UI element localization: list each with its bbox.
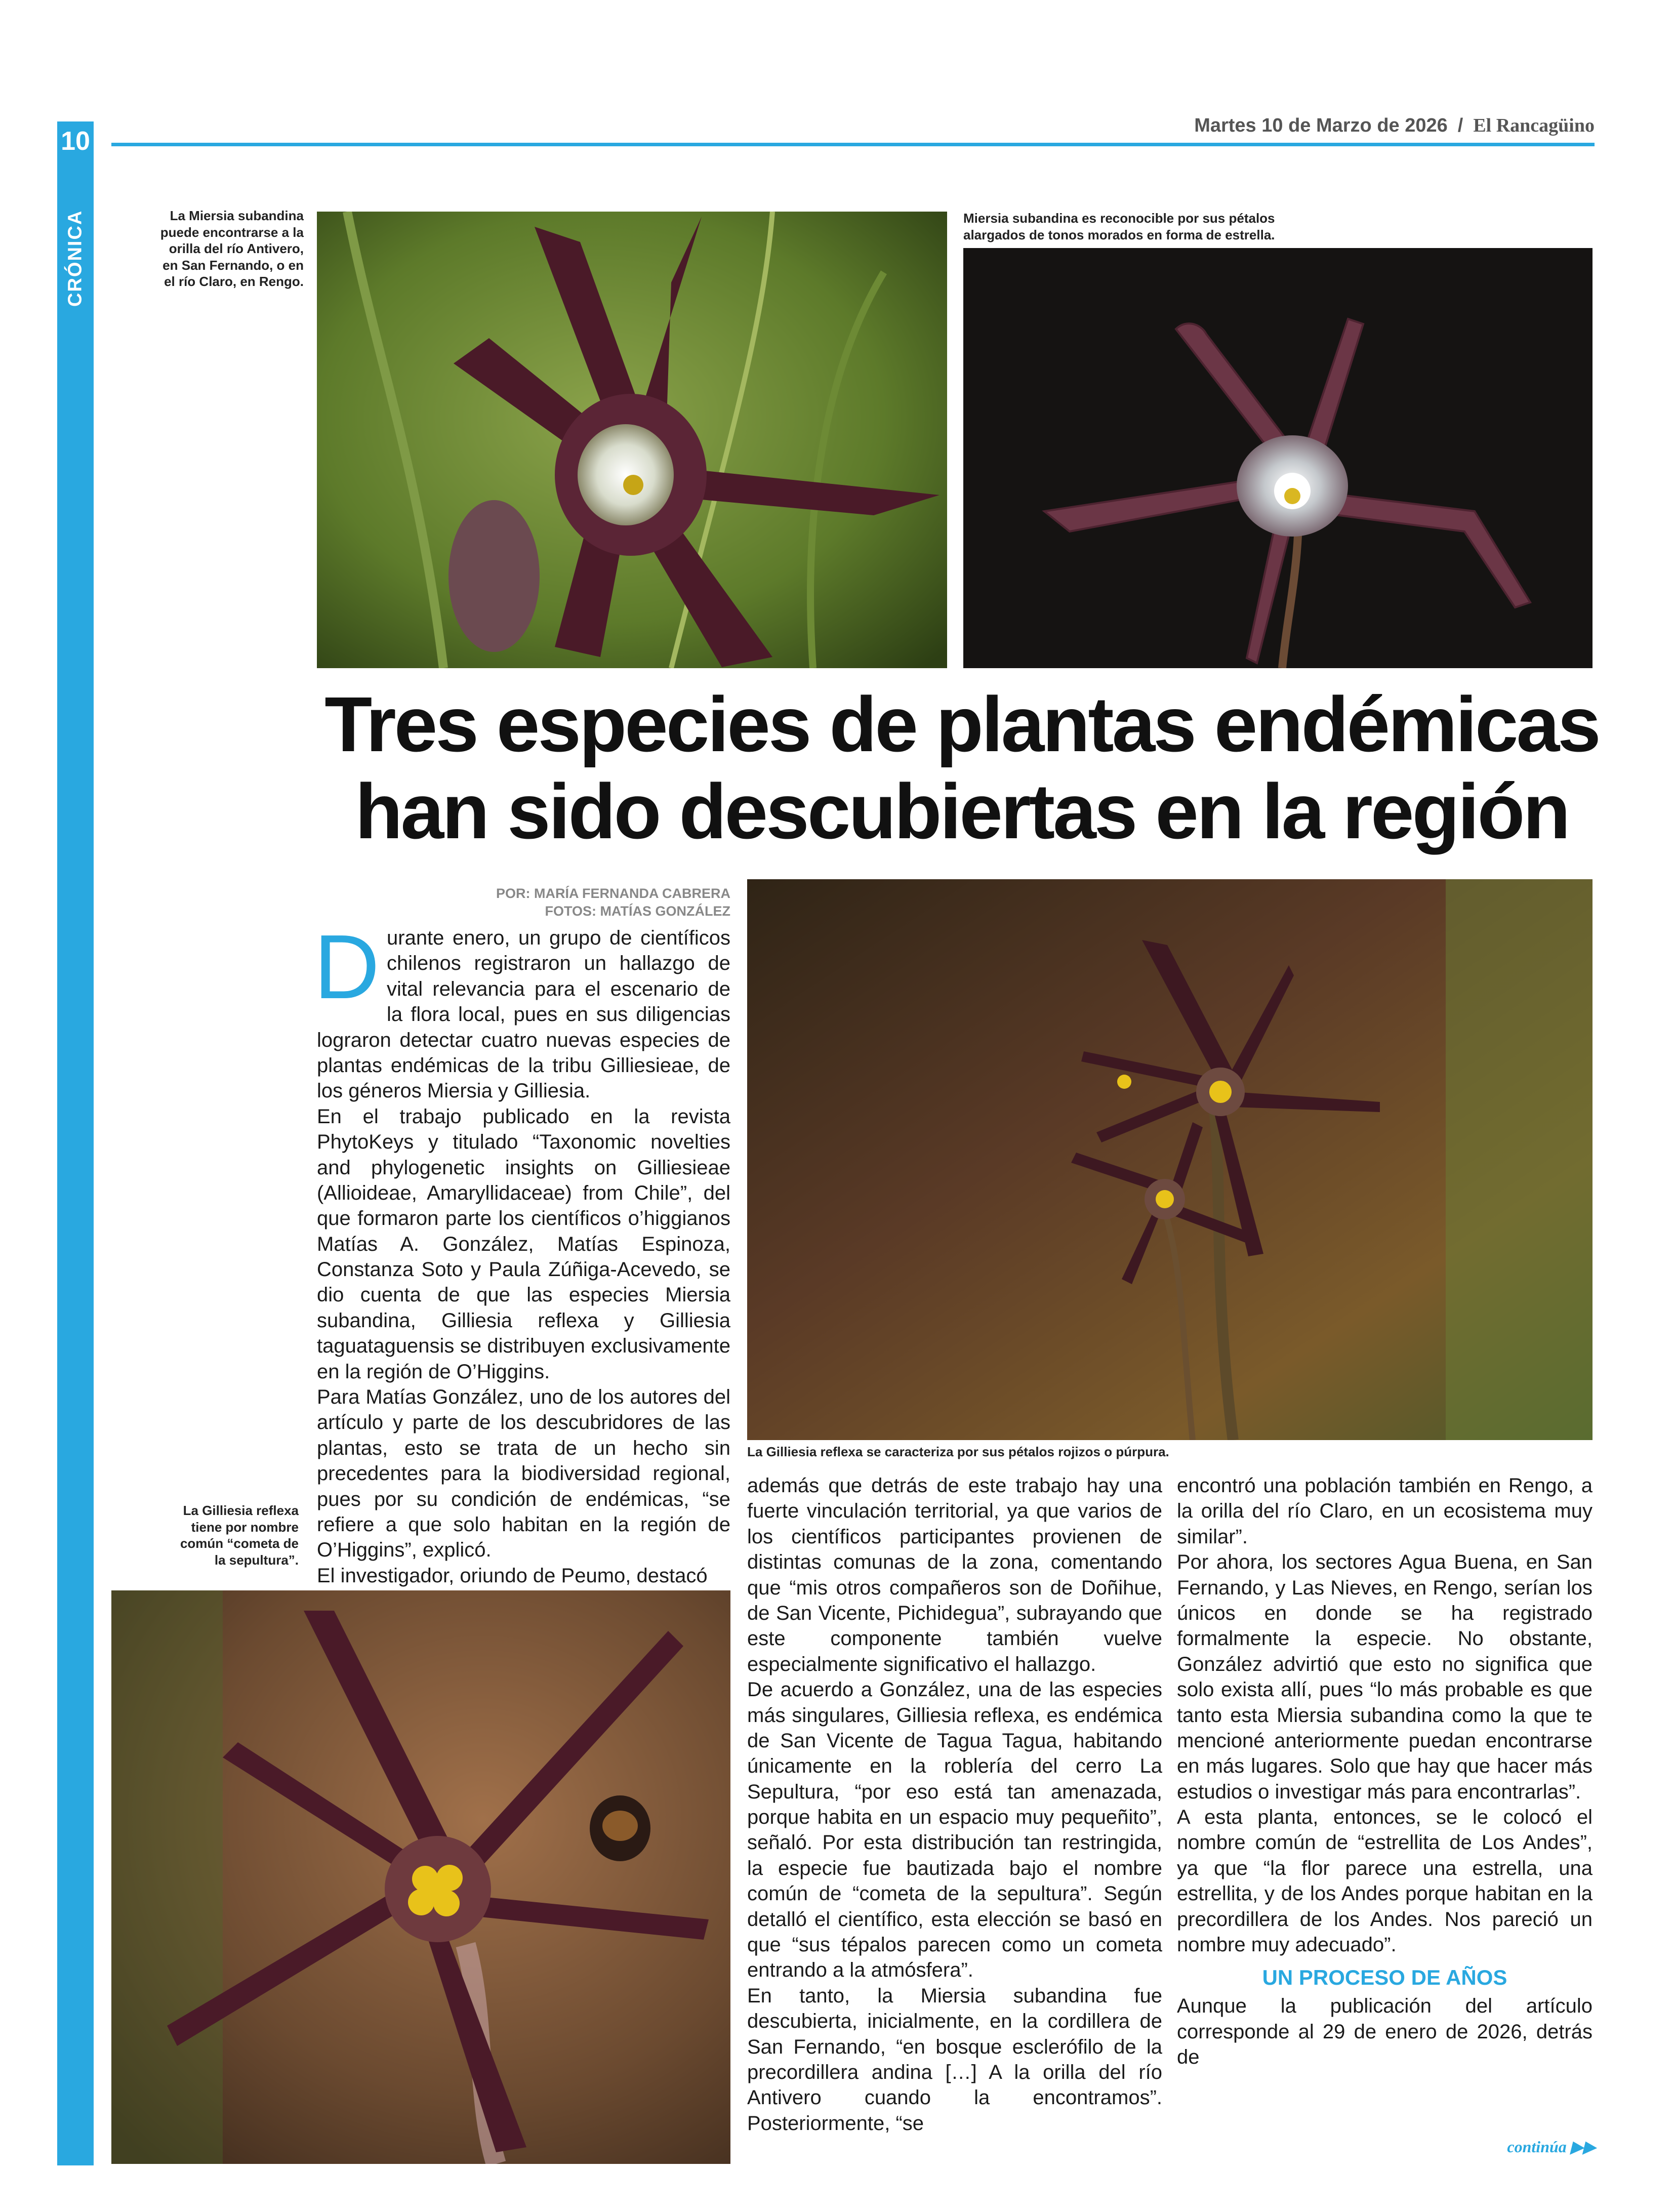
paragraph: Durante enero, un grupo de científicos chilenos registraron un hallazgo de vital relevancia para el escenario de la flora local, pues en sus diligencias lograron detectar cuatro nuevas especies de plantas endémicas de la tribu Gilliesieae, de los géneros Miersia y Gilliesia. (314, 916, 730, 1102)
byline-photos: FOTOS: MATÍAS GONZÁLEZ (545, 904, 730, 919)
header-rule (111, 143, 1595, 146)
caption-top-right: Miersia subandina es reconocible por sus pétalos alargados de tonos morados en forma de estrella. (963, 211, 1275, 242)
photo-gilliesia-stem (747, 879, 1593, 1440)
paragraph: además que detrás de este trabajo hay una fuerte vinculación territorial, ya que varios de los científicos participantes provienen de distintas comunas de la zona, comentando que “mis otros compañeros son de Doñihue, de San Vicente, Pichidegua”, subrayando que este componente también vuelve especialmente significativo el hallazgo. (747, 1474, 1162, 1675)
section-label: CRÓNICA (64, 210, 86, 307)
headline (314, 681, 1610, 855)
byline (314, 885, 730, 920)
dateline-separator: / (1457, 115, 1463, 136)
miersia-dark-image (963, 248, 1593, 668)
subheading: UN PROCESO DE AÑOS (1262, 1965, 1507, 1990)
caption-middle: La Gilliesia reflexa se caracteriza por sus pétalos rojizos o púrpura. (747, 1444, 1169, 1459)
section-sidebar (57, 161, 94, 2165)
continues-label: continúa (1507, 2138, 1567, 2156)
continues-link[interactable] (1507, 2137, 1596, 2156)
paragraph: Para Matías González, uno de los autores del artículo y parte de los descubridores de las plantas, esto se trata de un hecho sin precedentes para la biodiversidad regional, pues por su condición de endémicas, “se refiere a que solo habitan en la región de O’Higgins”, explicó. (317, 1386, 730, 1562)
gilliesia-stem-image (747, 879, 1593, 1440)
article-column-1 (314, 916, 730, 1588)
paragraph: De acuerdo a González, una de las especies más singulares, Gilliesia reflexa, es endémica de San Vicente de Tagua Tagua, habitando únicamente en la roblería del cerro La Sepultura, “por eso está tan amenazada, porque habita en un espacio muy pequeñito”, señaló. Por esta distribución tan restringida, la especie fue bautizada bajo el nombre común de “cometa de la sepultura”. Según detalló el científico, esta elección se basó en que “sus tépalos parecen como un cometa entrando a la atmósfera”. (747, 1678, 1162, 1982)
paragraph: Por ahora, los sectores Agua Buena, en San Fernando, y Las Nieves, en Rengo, serían los únicos en donde se ha registrado formalmente la especie. No obstante, González advirtió que esto no significa que solo exista allí, pues “lo más probable es que tanto esta Miersia subandina como la que te mencioné anteriormente puedan encontrarse en más lugares. Solo que hay que hacer más estudios o investigar más para encontrarlas”. (1177, 1551, 1593, 1803)
article-column-2 (747, 1473, 1162, 2136)
gilliesia-closeup-image (111, 1590, 730, 2164)
caption-top-left: La Miersia subandina puede encontrarse a la orilla del río Antivero, en San Fernando, o en el río Claro, en Rengo. (160, 208, 304, 289)
paragraph: encontró una población también en Rengo, a la orilla del río Claro, en un ecosistema muy similar”. (1177, 1474, 1593, 1548)
byline-author: POR: MARÍA FERNANDA CABRERA (496, 886, 730, 901)
page-number: 10 (57, 121, 94, 161)
photo-gilliesia-closeup (111, 1590, 730, 2164)
paragraph: En tanto, la Miersia subandina fue descubierta, inicialmente, en la cordillera de San Fernando, “en bosque esclerófilo de la precordillera andina […] A la orilla del río Antivero cuando la encontramos”. Posteriormente, “se (747, 1984, 1162, 2135)
photo-miersia-dark (963, 248, 1593, 668)
paragraph: Aunque la publicación del artículo corresponde al 29 de enero de 2026, detrás de (1177, 1995, 1593, 2069)
article-column-3 (1177, 1473, 1593, 2070)
issue-date: Martes 10 de Marzo de 2026 (1194, 115, 1448, 136)
headline-line-2: han sido descubiertas en la región (355, 768, 1569, 855)
dropcap: D (314, 916, 380, 1018)
paragraph: El investigador, oriundo de Peumo, destacó (317, 1564, 708, 1587)
photo-miersia-closeup (317, 212, 947, 668)
continues-arrow-icon: ▶▶ (1570, 2138, 1596, 2156)
newspaper-name: El Rancagüino (1473, 115, 1595, 136)
miersia-closeup-image (317, 212, 947, 668)
headline-line-1: Tres especies de plantas endémicas (324, 681, 1599, 768)
paragraph: A esta planta, entonces, se le colocó el nombre común de “estrellita de Los Andes”, ya que “la flor parece una estrella, una estrellita, y de los Andes porque habitan en la precordillera de los Andes. Nos pareció un nombre muy adecuado”. (1177, 1806, 1593, 1956)
caption-bottom-left: La Gilliesia reflexa tiene por nombre común “cometa de la sepultura”. (180, 1503, 299, 1568)
header-dateline (1194, 114, 1595, 137)
paragraph: En el trabajo publicado en la revista PhytoKeys y titulado “Taxonomic novelties and phylogenetic insights on Gilliesieae (Allioideae, Amaryllidaceae) from Chile”, del que formaron parte los científicos o’higgianos Matías A. González, Matías Espinoza, Constanza Soto y Paula Zúñiga-Acevedo, se dio cuenta de que las especies Miersia subandina, Gilliesia reflexa y Gilliesia taguataguensis se distribuyen exclusivamente en la región de O’Higgins. (317, 1105, 730, 1383)
